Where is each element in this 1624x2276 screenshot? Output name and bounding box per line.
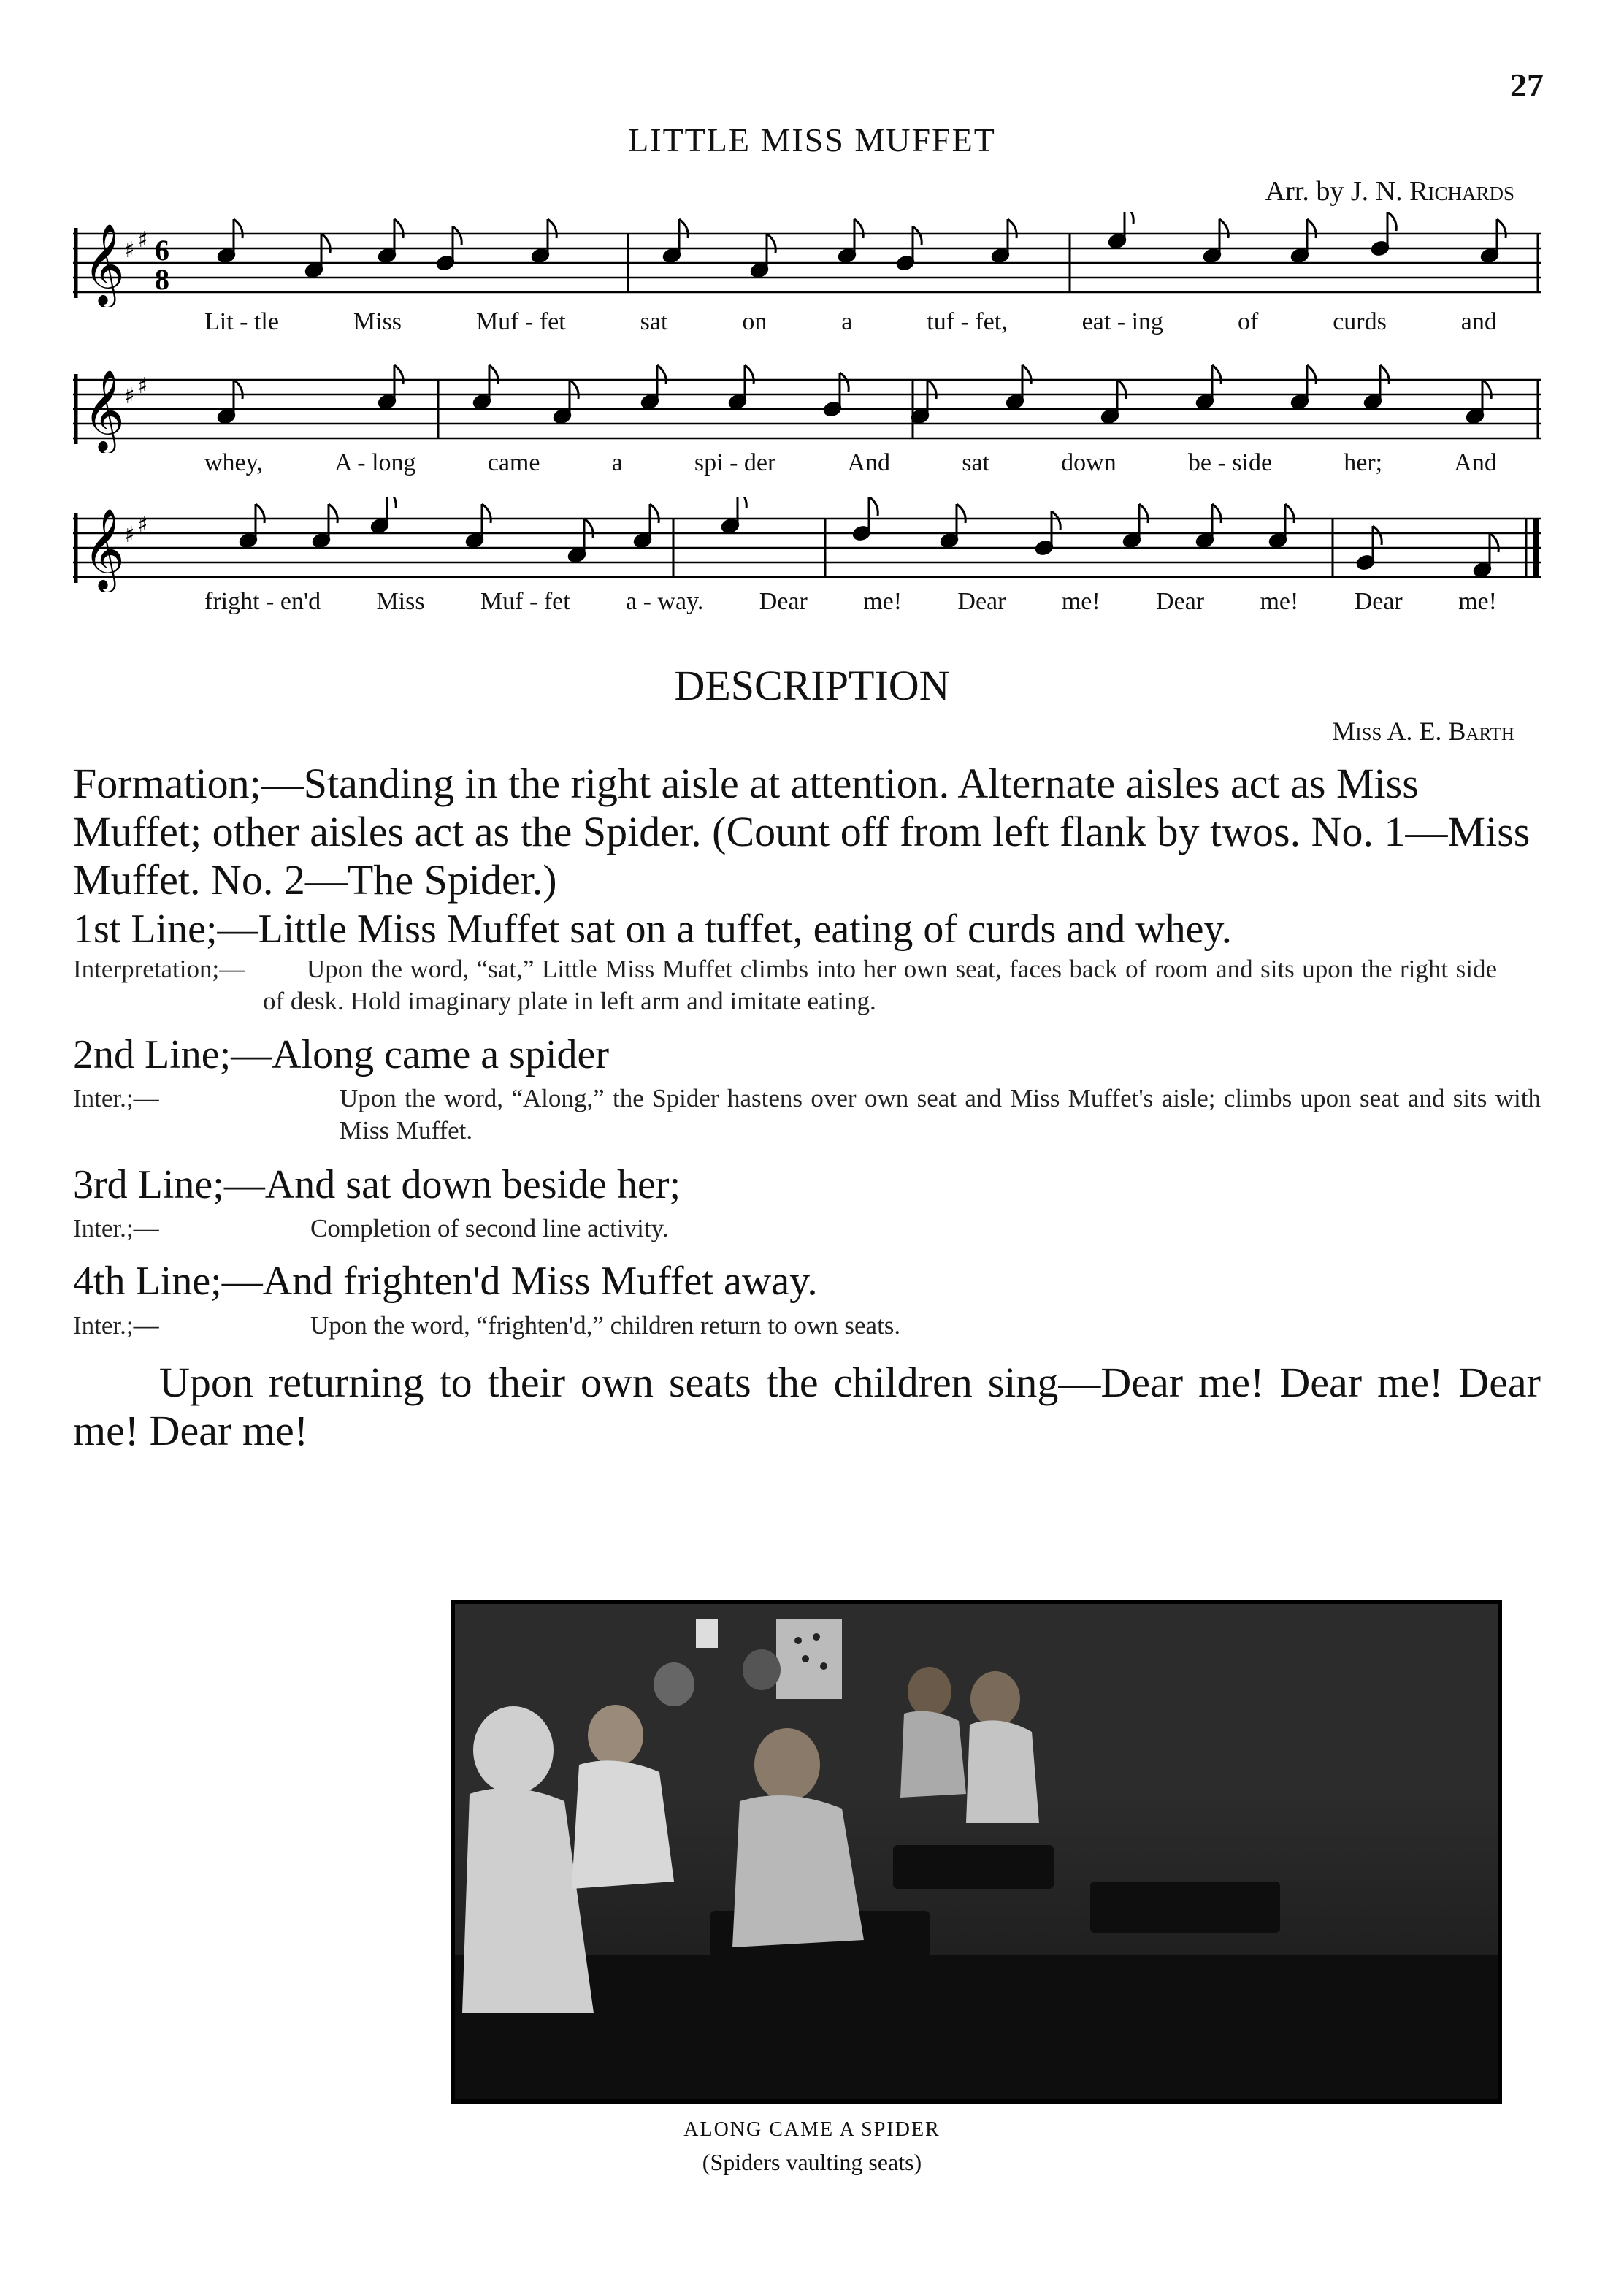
lyric-syllable: Dear (759, 588, 808, 615)
closing-paragraph: Upon returning to their own seats the children sing—Dear me! Dear me! Dear me! Dear me! (73, 1359, 1541, 1454)
lyric-syllable: Miss (353, 308, 402, 335)
formation-paragraph: Formation;—Standing in the right aisle at attention. Alternate aisles act as Miss Muffet; other aisles act as the Spider. (Count off from left flank by twos. No. 1—Miss Muffet. No. 2—The Spider.) (73, 760, 1531, 904)
treble-clef-icon: 𝄞 (83, 369, 125, 451)
note-flag (329, 504, 337, 523)
lyrics-line-2 (73, 449, 1541, 477)
lyric-syllable: a (611, 449, 623, 476)
lyrics-line-3 (73, 588, 1541, 616)
note-flag (489, 365, 498, 384)
note-flag (1490, 533, 1498, 552)
line-2-interpretation (0, 1082, 1624, 1148)
lyric-syllable: And (1454, 449, 1497, 476)
note-flag (1285, 504, 1294, 523)
note-flag (745, 365, 754, 384)
lyric-syllable: Muf - fet (475, 308, 566, 335)
note-flag (234, 380, 242, 399)
note-flag (548, 219, 556, 238)
description-title: DESCRIPTION (674, 662, 950, 709)
song-title: LITTLE MISS MUFFET (628, 121, 996, 159)
lyric-syllable: Lit - tle (204, 308, 279, 335)
description-author: Miss A. E. Barth (1332, 717, 1514, 746)
photo-subcaption: (Spiders vaulting seats) (702, 2149, 922, 2175)
note-flag (570, 380, 578, 399)
line-1-heading: 1st Line;—Little Miss Muffet sat on a tuffet, eating of curds and whey. (73, 906, 1232, 952)
lyric-syllable: Dear (957, 588, 1006, 615)
note-flag (854, 219, 863, 238)
note-flag (957, 504, 965, 523)
note-flag (1008, 219, 1016, 238)
note-flag (1212, 504, 1221, 523)
note-flag (387, 497, 396, 508)
arranger-credit (1265, 175, 1514, 207)
note-flag (234, 219, 242, 238)
interpretation-label: Inter.;— (73, 1214, 159, 1242)
interpretation-text: Upon the word, “sat,” Little Miss Muffet climbs into her own seat, faces back of room and sits upon the right side of desk. Hold imaginary plate in left arm and imitate eating. (263, 955, 1497, 1015)
lyric-syllable: came (487, 449, 540, 476)
line-4-heading: 4th Line;—And frighten'd Miss Muffet away. (73, 1259, 818, 1304)
time-signature-bottom: 8 (155, 263, 169, 296)
interpretation-label: Inter.;— (73, 1311, 159, 1340)
arranger-prefix: Arr. by J. N. (1265, 176, 1403, 207)
interpretation-label: Interpretation;— (73, 955, 245, 983)
note-flag (1022, 365, 1031, 384)
lyric-syllable: fright - en'd (204, 588, 321, 615)
lyric-syllable: spi - der (694, 449, 776, 476)
interpretation-text: Upon the word, “frighten'd,” children return to own seats. (310, 1311, 901, 1340)
note-flag (913, 226, 922, 245)
interpretation-text: Upon the word, “Along,” the Spider hastens over own seat and Miss Muffet's aisle; climbs upon seat and sits with Miss Muffet. (340, 1084, 1541, 1145)
svg-text:♯: ♯ (137, 227, 148, 253)
note-flag (1117, 380, 1126, 399)
line-4-interpretation (0, 1310, 1624, 1343)
line-1-interpretation (0, 953, 1624, 1019)
lyric-syllable: sat (962, 449, 989, 476)
page-number: 27 (1510, 66, 1544, 104)
note-flag (482, 504, 491, 523)
lyric-syllable: a - way. (626, 588, 704, 615)
note-flag (1373, 526, 1382, 545)
lyric-syllable: me! (1061, 588, 1100, 615)
lyric-syllable: be - side (1187, 449, 1273, 476)
note-flag (869, 497, 878, 516)
note-flag (1380, 365, 1389, 384)
lyric-syllable: curds (1333, 308, 1387, 335)
photo-caption: ALONG CAME A SPIDER (683, 2118, 941, 2141)
arranger-name: Richards (1409, 176, 1514, 207)
lyric-syllable: on (742, 308, 767, 335)
lyric-syllable: tuf - fet, (927, 308, 1008, 335)
lyric-syllable: Muf - fet (480, 588, 570, 615)
note-flag (321, 234, 330, 253)
time-signature-top: 6 (155, 234, 169, 267)
music-staff-3 (73, 497, 1541, 592)
note-flag (1307, 365, 1316, 384)
note-flag (1497, 219, 1506, 238)
treble-clef-icon: 𝄞 (83, 508, 125, 589)
note-flag (650, 504, 659, 523)
line-3-heading: 3rd Line;—And sat down beside her; (73, 1162, 681, 1207)
lyric-syllable: me! (1260, 588, 1299, 615)
lyric-syllable: her; (1344, 449, 1383, 476)
svg-text:♯: ♯ (124, 522, 135, 548)
note-flag (657, 365, 666, 384)
lyric-syllable: A - long (334, 449, 416, 476)
lyric-syllable: me! (1458, 588, 1497, 615)
music-staff-2 (73, 358, 1541, 453)
svg-text:♯: ♯ (124, 237, 135, 263)
interpretation-label: Inter.;— (73, 1084, 159, 1112)
note-flag (256, 504, 264, 523)
note-flag (738, 497, 746, 508)
classroom-photo-illustration (455, 1604, 1498, 2099)
note-flag (1212, 365, 1221, 384)
note-flag (1139, 504, 1148, 523)
lyric-syllable: Dear (1156, 588, 1205, 615)
note-flag (453, 226, 461, 245)
music-staff-1 (73, 212, 1541, 307)
lyric-syllable: And (847, 449, 891, 476)
interpretation-text: Completion of second line activity. (310, 1214, 669, 1242)
note-flag (1307, 219, 1316, 238)
note-flag (394, 365, 403, 384)
lyric-syllable: eat - ing (1081, 308, 1164, 335)
svg-text:♯: ♯ (124, 383, 135, 409)
note-flag (394, 219, 403, 238)
svg-text:♯: ♯ (137, 512, 148, 538)
lyric-syllable: a (841, 308, 853, 335)
line-2-heading: 2nd Line;—Along came a spider (73, 1032, 610, 1077)
note-flag (1052, 511, 1060, 530)
note-flag (1482, 380, 1491, 399)
note-flag (1219, 219, 1228, 238)
classroom-photo (451, 1600, 1502, 2104)
line-3-interpretation (0, 1213, 1624, 1246)
note-flag (1125, 212, 1133, 224)
svg-text:♯: ♯ (137, 373, 148, 399)
lyrics-line-1 (73, 308, 1541, 336)
lyric-syllable: of (1237, 308, 1259, 335)
lyric-syllable: Miss (376, 588, 425, 615)
lyric-syllable: sat (640, 308, 668, 335)
note-flag (767, 234, 775, 253)
note-flag (1387, 212, 1396, 231)
lyric-syllable: down (1061, 449, 1116, 476)
note-flag (584, 519, 593, 538)
lyric-syllable: whey, (204, 449, 263, 476)
lyric-syllable: Dear (1354, 588, 1403, 615)
treble-clef-icon: 𝄞 (83, 223, 125, 305)
note-flag (840, 373, 849, 392)
lyric-syllable: and (1460, 308, 1497, 335)
note-flag (679, 219, 688, 238)
lyric-syllable: me! (863, 588, 903, 615)
note-flag (927, 380, 936, 399)
